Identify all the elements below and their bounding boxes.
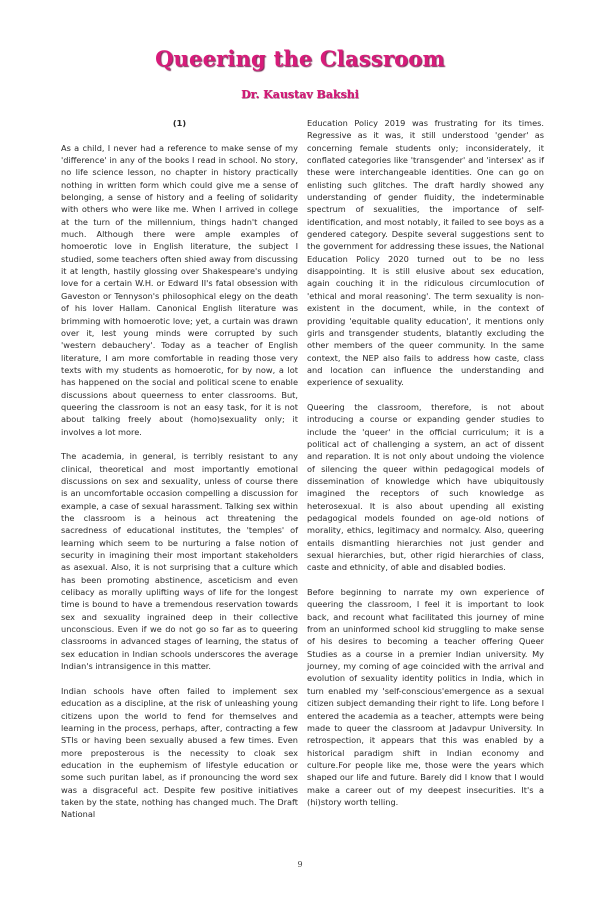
page-number: 9 [297,860,303,869]
paragraph: Before beginning to narrate my own experience of queering the classroom, I feel it is important to look back, and recount what facilitated this journey of mine from an uninformed school kid struggling to make sense of his desires to becoming a teacher offering Queer Studies as a course in a premier Indian university. My journey, my coming of age coincided with the arrival and evolution of sexuality identity politics in India, which in turn enabled my 'self-conscious'emergence as a sexual citizen subject demanding their right to life. Long before I entered the academia as a teacher, attempts were being made to queer the classroom at Jadavpur University. In retrospection, it appears that this was enabled by a historical paradigm shift in Indian economy and culture.For people like me, those were the years which shaped our life and future. Barely did I know that I would make a career out of my deepest insecurities. It's a (hi)story worth telling. [307,587,544,807]
left-column [61,117,298,833]
paragraph: As a child, I never had a reference to make sense of my 'difference' in any of the books I read in school. No story, no life science lesson, no chapter in history practically nothing in written form which could give me a sense of belonging, a sense of history and a feeling of solidarity with others who were like me. When I arrived in college at the turn of the millennium, things hadn't changed much. Although there were ample examples of homoerotic love in English literature, the subject I studied, some teachers often shied away from discussing it at length, hastily glossing over Shakespeare's undying love for a certain W.H. or Edward II's fatal obsession with Gaveston or Tennyson's philosophical elegy on the death of his lover Hallam. Canonical English literature was brimming with homoerotic love; yet, a curtain was drawn over it, lest young minds were corrupted by such 'western debauchery'. Today as a teacher of English literature, I am more comfortable in reading those very texts with my students as homoerotic, for by now, a lot has happened on the social and political scene to enable discussions about queerness to enter classrooms. But, queering the classroom is not an easy task, for it is not about talking freely about (homo)sexuality only; it involves a lot more. [61,142,298,437]
article-title: Queering the Classroom [155,46,445,71]
paragraph: Queering the classroom, therefore, is not about introducing a course or expanding gender studies to include the 'queer' in the official curriculum; it is a political act of challenging a system, an act of dissent and reparation. It is not only about undoing the violence of silencing the queer within pedagogical models of dissemination of knowledge which have ubiquitously imagined the receptors of such knowledge as heterosexual. It is also about upending all existing pedagogical models founded on age-old notions of morality, ethics, legitimacy and normalcy. Also, queering entails dismantling hierarchies not just gender and sexual hierarchies, but, other rigid hierarchies of class, caste and ethnicity, of able and disabled bodies. [307,401,544,573]
section-number: (1) [172,118,187,128]
author-name: Dr. Kaustav Bakshi [241,88,359,101]
right-column [307,117,544,821]
paragraph: The academia, in general, is terribly resistant to any clinical, theoretical and most importantly emotional discussions on sex and sexuality, unless of course there is an uncomfortable occasion compelling a discussion for example, a case of sexual harassment. Talking sex within the classroom is a heinous act threatening the sacredness of educational institutes, the 'temples' of learning which seem to be nurturing a false notion of security in imagining their most important stakeholders as asexual. Also, it is not surprising that a culture which has been promoting abstinence, asceticism and even celibacy as morally uplifting ways of life for the longest time is bound to have a tremendous reservation towards sex and sexuality ingrained deep in their collective unconscious. Even if we do not go so far as to queering classrooms in advanced stages of learning, the status of sex education in Indian schools underscores the average Indian's intransigence in this matter. [61,451,298,672]
paragraph: Indian schools have often failed to implement sex education as a discipline, at the risk of unleashing young citizens upon the world to fend for themselves and learning in the process, perhaps, after, contracting a few STIs or having been sexually abused a few times. Even more preposterous is the necessity to cloak sex education in the euphemism of lifestyle education or some such puritan label, as if pronouncing the word sex was a disgraceful act. Despite few positive initiatives taken by the state, nothing has changed much. The Draft National [61,685,298,820]
paragraph: Education Policy 2019 was frustrating for its times. Regressive as it was, it still understood 'gender' as concerning female students only; inconsiderately, it conflated categories like 'transgender' and 'intersex' as if these were interchangeable identities. One can go on enlisting such glitches. The draft hardly showed any understanding of gender fluidity, the indeterminable spectrum of sexualities, the importance of self-identification, and most notably, it failed to see boys as a gendered category. Despite several suggestions sent to the government for addressing these issues, the National Education Policy 2020 turned out to be no less disappointing. It is still elusive about sex education, again couching it in the ridiculous circumlocution of 'ethical and moral reasoning'. The term sexuality is non-existent in the document, while, in the context of providing 'equitable quality education', it mentions only girls and transgender students, blatantly excluding the other members of the queer community. In the same context, the NEP also fails to address how caste, class and location can influence the understanding and experience of sexuality. [307,118,544,388]
